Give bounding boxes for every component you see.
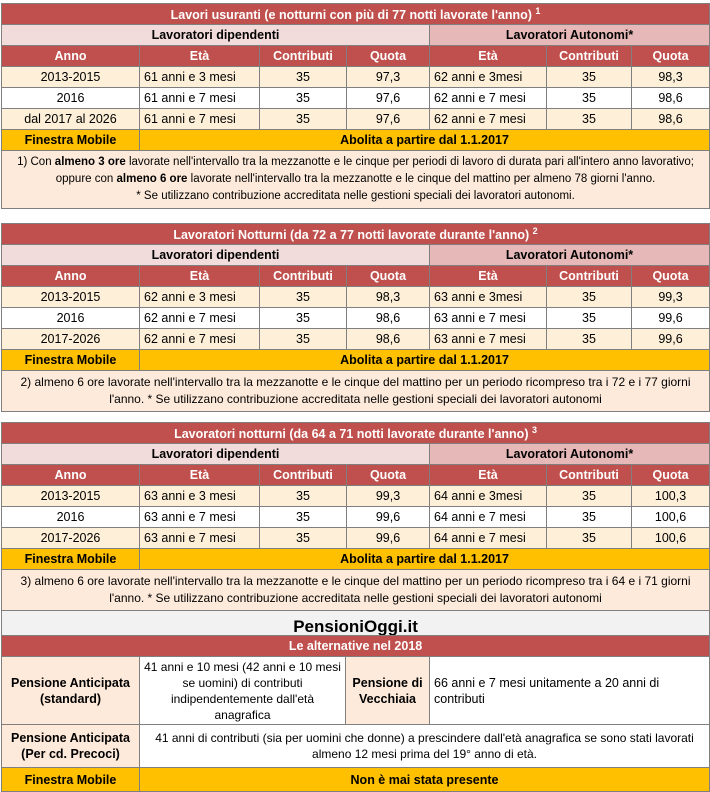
cell-contributi: 35	[547, 88, 632, 109]
cell-eta: 64 anni e 3mesi	[430, 486, 547, 507]
cell-contributi: 35	[547, 109, 632, 130]
footnote: 3) almeno 6 ore lavorate nell'intervallo tra la mezzanotte e le cinque del mattino per un periodo ricompreso tra i 64 e i 71 giorni l'anno. * Se utilizzano contribuzione accreditata nelle gestioni speciali dei lavoratori autonomi	[2, 570, 710, 611]
cell-contributi: 35	[547, 329, 632, 350]
col-contributi: Contributi	[547, 465, 632, 486]
table-row	[2, 67, 710, 88]
pensione-anticipata-value: 41 anni e 10 mesi (42 anni e 10 mesi se uomini) di contributi indipendentemente dall'età anagrafica	[140, 657, 346, 725]
cell-eta: 63 anni e 7 mesi	[430, 329, 547, 350]
cell-eta: 61 anni e 7 mesi	[140, 88, 260, 109]
cell-contributi: 35	[260, 528, 347, 549]
cell-eta: 63 anni e 7 mesi	[430, 308, 547, 329]
finestra-mobile-value: Non è mai stata presente	[140, 768, 710, 792]
group-dipendenti: Lavoratori dipendenti	[2, 25, 430, 46]
cell-quota: 99,3	[347, 486, 430, 507]
cell-eta: 61 anni e 3 mesi	[140, 67, 260, 88]
table-lavori-usuranti	[1, 3, 710, 209]
pensione-vecchiaia-value: 66 anni e 7 mesi unitamente a 20 anni di contributi	[430, 657, 710, 725]
col-anno: Anno	[2, 46, 140, 67]
table-row	[2, 528, 710, 549]
cell-contributi: 35	[260, 88, 347, 109]
footnote: 2) almeno 6 ore lavorate nell'intervallo tra la mezzanotte e le cinque del mattino per un periodo ricompreso tra i 72 e i 77 giorni l'anno. * Se utilizzano contribuzione accreditata nelle gestioni speciali dei lavoratori autonomi	[2, 371, 710, 412]
col-contributi: Contributi	[260, 46, 347, 67]
cell-quota: 99,6	[347, 528, 430, 549]
cell-contributi: 35	[547, 507, 632, 528]
footnote: 1) Con almeno 3 ore lavorate nell'intervallo tra la mezzanotte e le cinque per periodi di lavoro di durata pari all'intero anno lavorativo; oppure con almeno 6 ore lavorate nell'intervallo tra la mezzanotte e le cinque del mattino per almeno 78 giorni l'anno. * Se utilizzano contribuzione accreditata nelle gestioni speciali dei lavoratori autonomi.	[2, 151, 710, 209]
pensione-vecchiaia-label: Pensione di Vecchiaia	[346, 657, 430, 725]
cell-anno: 2017-2026	[2, 329, 140, 350]
finestra-mobile-label: Finestra Mobile	[2, 768, 140, 792]
table-alternative	[1, 635, 710, 792]
cell-anno: dal 2017 al 2026	[2, 109, 140, 130]
cell-quota: 98,6	[632, 88, 710, 109]
cell-eta: 62 anni e 7 mesi	[430, 109, 547, 130]
cell-quota: 98,3	[347, 287, 430, 308]
finestra-mobile-label: Finestra Mobile	[2, 549, 140, 570]
pensione-precoci-label: Pensione Anticipata (Per cd. Precoci)	[2, 725, 140, 768]
cell-eta: 63 anni e 3 mesi	[140, 486, 260, 507]
cell-quota: 99,3	[632, 287, 710, 308]
col-eta: Età	[430, 266, 547, 287]
cell-contributi: 35	[260, 109, 347, 130]
cell-eta: 62 anni e 7 mesi	[140, 308, 260, 329]
cell-quota: 98,6	[347, 329, 430, 350]
cell-quota: 99,6	[632, 308, 710, 329]
finestra-mobile-row	[2, 768, 710, 792]
cell-quota: 97,6	[347, 109, 430, 130]
cell-eta: 63 anni e 7 mesi	[140, 528, 260, 549]
group-dipendenti: Lavoratori dipendenti	[2, 245, 430, 266]
cell-contributi: 35	[260, 287, 347, 308]
col-anno: Anno	[2, 266, 140, 287]
cell-anno: 2013-2015	[2, 67, 140, 88]
col-eta: Età	[430, 46, 547, 67]
table-lavoratori-notturni-64-71	[1, 422, 710, 644]
cell-contributi: 35	[260, 329, 347, 350]
col-contributi: Contributi	[547, 266, 632, 287]
finestra-mobile-value: Abolita a partire dal 1.1.2017	[140, 549, 710, 570]
finestra-mobile-row	[2, 549, 710, 570]
table-row	[2, 507, 710, 528]
cell-eta: 62 anni e 3 mesi	[140, 287, 260, 308]
cell-anno: 2016	[2, 308, 140, 329]
section-title: Lavoratori notturni (da 64 a 71 notti lavorate durante l'anno) $^3$	[2, 423, 710, 444]
brand-banner: PensioniOggi.it	[2, 611, 710, 644]
col-eta: Età	[140, 46, 260, 67]
finestra-mobile-label: Finestra Mobile	[2, 130, 140, 151]
section-title: Lavori usuranti (e notturni con più di 77 notti lavorate l'anno) $^1$	[2, 4, 710, 25]
cell-quota: 100,6	[632, 528, 710, 549]
cell-anno: 2013-2015	[2, 486, 140, 507]
cell-eta: 61 anni e 7 mesi	[140, 109, 260, 130]
table-row	[2, 329, 710, 350]
cell-contributi: 35	[260, 507, 347, 528]
finestra-mobile-value: Abolita a partire dal 1.1.2017	[140, 350, 710, 371]
column-header-row	[2, 266, 710, 287]
col-quota: Quota	[347, 266, 430, 287]
table-row	[2, 486, 710, 507]
pensione-anticipata-label: Pensione Anticipata (standard)	[2, 657, 140, 725]
column-header-row	[2, 465, 710, 486]
cell-quota: 100,6	[632, 507, 710, 528]
cell-eta: 63 anni e 7 mesi	[140, 507, 260, 528]
cell-quota: 99,6	[632, 329, 710, 350]
col-contributi: Contributi	[260, 266, 347, 287]
col-eta: Età	[140, 266, 260, 287]
cell-quota: 97,3	[347, 67, 430, 88]
col-quota: Quota	[632, 465, 710, 486]
col-quota: Quota	[347, 46, 430, 67]
cell-contributi: 35	[260, 67, 347, 88]
cell-contributi: 35	[547, 287, 632, 308]
group-autonomi: Lavoratori Autonomi*	[430, 25, 710, 46]
cell-eta: 62 anni e 7 mesi	[430, 88, 547, 109]
table-row	[2, 109, 710, 130]
cell-contributi: 35	[260, 486, 347, 507]
cell-anno: 2017-2026	[2, 528, 140, 549]
cell-anno: 2016	[2, 88, 140, 109]
cell-contributi: 35	[547, 528, 632, 549]
group-autonomi: Lavoratori Autonomi*	[430, 245, 710, 266]
group-autonomi: Lavoratori Autonomi*	[430, 444, 710, 465]
finestra-mobile-value: Abolita a partire dal 1.1.2017	[140, 130, 710, 151]
cell-quota: 99,6	[347, 507, 430, 528]
table-row	[2, 308, 710, 329]
group-dipendenti: Lavoratori dipendenti	[2, 444, 430, 465]
cell-eta: 62 anni e 7 mesi	[140, 329, 260, 350]
finestra-mobile-label: Finestra Mobile	[2, 350, 140, 371]
cell-contributi: 35	[547, 67, 632, 88]
col-quota: Quota	[632, 46, 710, 67]
cell-anno: 2013-2015	[2, 287, 140, 308]
cell-contributi: 35	[260, 308, 347, 329]
cell-eta: 64 anni e 7 mesi	[430, 528, 547, 549]
table-row	[2, 287, 710, 308]
cell-eta: 63 anni e 3mesi	[430, 287, 547, 308]
pensione-precoci-value: 41 anni di contributi (sia per uomini che donne) a prescindere dall'età anagrafica se sono stati lavorati almeno 12 mesi prima del 19° anno di età.	[140, 725, 710, 768]
col-quota: Quota	[347, 465, 430, 486]
finestra-mobile-row	[2, 350, 710, 371]
col-eta: Età	[430, 465, 547, 486]
alternatives-title: Le alternative nel 2018	[2, 636, 710, 657]
cell-anno: 2016	[2, 507, 140, 528]
cell-quota: 97,6	[347, 88, 430, 109]
table-row	[2, 88, 710, 109]
table-lavoratori-notturni-72-77	[1, 223, 710, 412]
col-quota: Quota	[632, 266, 710, 287]
col-eta: Età	[140, 465, 260, 486]
col-contributi: Contributi	[260, 465, 347, 486]
col-anno: Anno	[2, 465, 140, 486]
cell-eta: 64 anni e 7 mesi	[430, 507, 547, 528]
cell-quota: 98,6	[632, 109, 710, 130]
cell-quota: 98,3	[632, 67, 710, 88]
cell-eta: 62 anni e 3mesi	[430, 67, 547, 88]
column-header-row	[2, 46, 710, 67]
cell-quota: 100,3	[632, 486, 710, 507]
finestra-mobile-row	[2, 130, 710, 151]
cell-quota: 98,6	[347, 308, 430, 329]
cell-contributi: 35	[547, 486, 632, 507]
col-contributi: Contributi	[547, 46, 632, 67]
cell-contributi: 35	[547, 308, 632, 329]
section-title: Lavoratori Notturni (da 72 a 77 notti lavorate durante l'anno) $^2$	[2, 224, 710, 245]
